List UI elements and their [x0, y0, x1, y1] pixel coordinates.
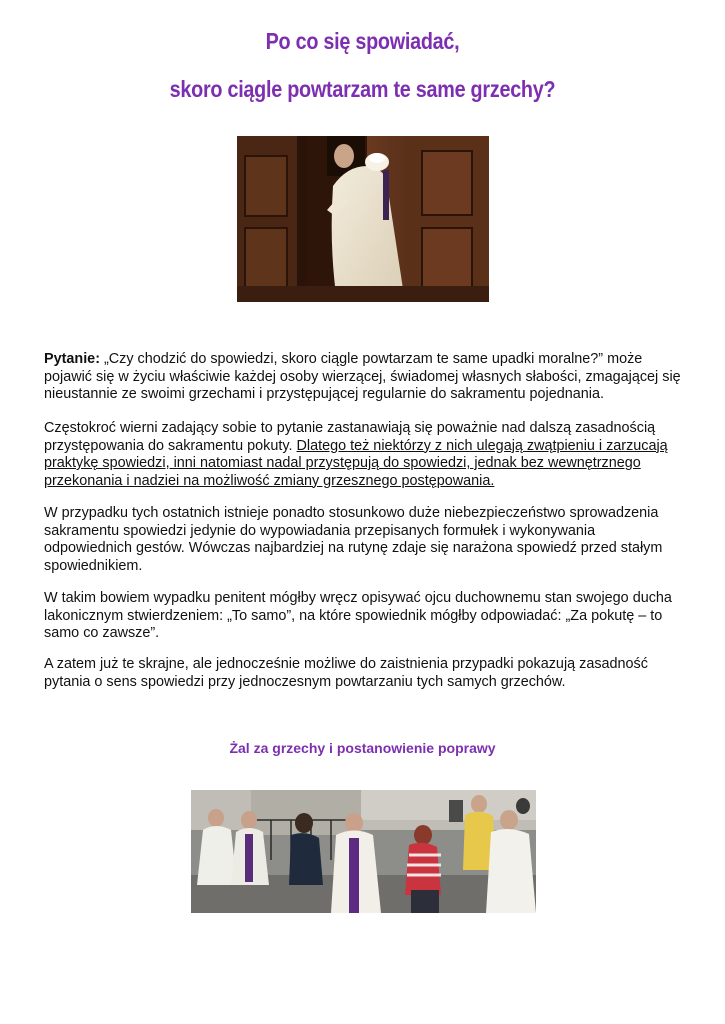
paragraph-5: A zatem już te skrajne, ale jednocześnie możliwe do zaistnienia przypadki pokazują zasadność pytania o sens spowiedzi przy jednoczesnym powtarzaniu tych samych grzechów.: [44, 656, 648, 690]
paragraph-2: [44, 420, 684, 490]
confessional-photo: [237, 136, 489, 302]
section-subheading: Żal za grzechy i postanowienie poprawy: [229, 740, 496, 756]
question-text: „Czy chodzić do spowiedzi, skoro ciągle powtarzam te same upadki moralne?” może pojawić się w życiu właściwie każdej osoby wierzącej, świadomej własnych słabości, zmagającej się nieustannie ze swoimi grzechami i przystępującej regularnie do sakramentu pojednania.: [44, 351, 681, 402]
paragraph-2-text: Częstokroć wierni zadający sobie to pytanie zastanawiają się poważnie nad dalszą zasadnością przystępowania do sakramentu pokuty.: [44, 420, 656, 454]
question-label: Pytanie:: [44, 351, 100, 367]
paragraph-question: [44, 351, 684, 404]
paragraph-2-underlined: Dlatego też niektórzy z nich ulegają zwątpieniu i zarzucają praktykę spowiedzi, inni natomiast nadal przystępują do spowiedzi, jednak bez wewnętrznego przekonania i nadziei na możliwość zmiany grzesznego postępowania.: [44, 437, 668, 489]
title-line-1: Po co się spowiadać,: [265, 28, 460, 54]
outdoor-confession-photo: [191, 790, 536, 913]
paragraph-3: W przypadku tych ostatnich istnieje ponadto stosunkowo duże niebezpieczeństwo sprowadzenia sakramentu spowiedzi jedynie do wypowiadania przepisanych formułek i wykonywania odpowiednich gestów. Wówczas najbardziej na rutynę zdaje się narażona spowiedź przed stałym spowiednikiem.: [44, 505, 663, 574]
paragraph-4: W takim bowiem wypadku penitent mógłby wręcz opisywać ojcu duchownemu stan swojego ducha lakonicznym stwierdzeniem: „To samo”, na które spowiednik mógłby odpowiadać: „Za pokutę – to samo co zawsze”.: [44, 590, 672, 641]
title-line-2: skoro ciągle powtarzam te same grzechy?: [169, 76, 556, 102]
